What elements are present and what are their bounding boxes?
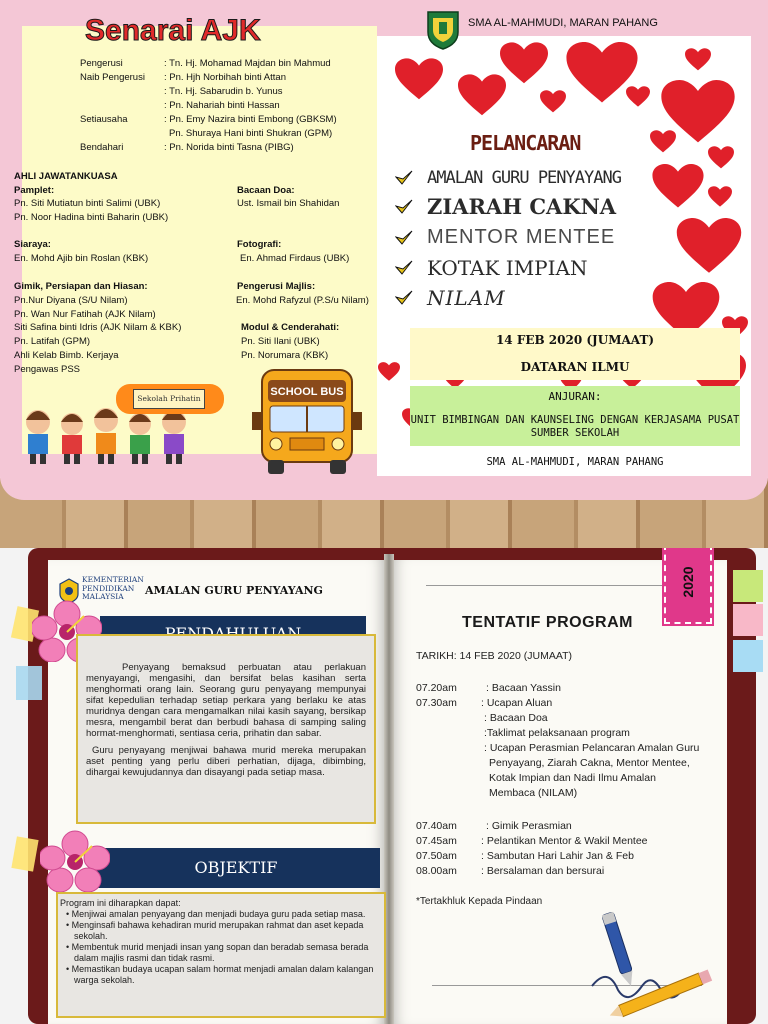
member-name: Pn. Shuraya Hani binti Shukran (GPM) <box>169 128 333 139</box>
checkmark-icon <box>395 230 413 246</box>
group-heading: Modul & Cenderahati: <box>241 322 340 333</box>
member-name: : Pn. Hjh Norbihah binti Attan <box>164 72 286 83</box>
sticky-note <box>733 640 763 672</box>
group-heading: Bacaan Doa: <box>237 185 295 196</box>
schedule-item: : Ucapan Perasmian Pelancaran Amalan Guru <box>484 742 700 754</box>
objektif-intro: Program ini diharapkan dapat: <box>60 898 181 908</box>
program-item <box>395 286 506 310</box>
bus-label: SCHOOL BUS <box>270 386 344 398</box>
heart-decoration <box>395 58 443 102</box>
group-member: Pn. Wan Nur Fatihah (AJK Nilam) <box>14 309 156 320</box>
hibiscus-flower-icon <box>40 830 110 892</box>
member-name: : Pn. Emy Nazira binti Embong (GBKSM) <box>164 114 337 125</box>
group-member: Pn. Siti Mutiatun binti Salimi (UBK) <box>14 198 161 209</box>
group-member: Pn. Latifah (GPM) <box>14 336 91 347</box>
group-member: Pn. Noor Hadina binti Baharin (UBK) <box>14 212 169 223</box>
heart-decoration <box>708 146 734 170</box>
schedule-item: Membaca (NILAM) <box>489 787 578 799</box>
school-name: SMA AL-MAHMUDI, MARAN PAHANG <box>468 17 658 29</box>
program-item <box>395 194 616 219</box>
schedule-item: :Taklimat pelaksanaan program <box>484 727 630 739</box>
list-item: • Membentuk murid menjadi insan yang sopan dan beradab semasa berada dalam majlis rasmi dan tidak rasmi. <box>66 942 369 963</box>
organiser-school: SMA AL-MAHMUDI, MARAN PAHANG <box>486 456 664 468</box>
schedule-time: 08.00am <box>416 865 457 877</box>
heart-decoration <box>650 130 676 154</box>
program-label: NILAM <box>427 286 506 310</box>
program-item <box>395 256 587 280</box>
sticky-note <box>733 570 763 602</box>
group-heading: Pengerusi Majlis: <box>237 281 316 292</box>
schedule-time: 07.20am <box>416 682 457 694</box>
pelancaran-heading: PELANCARAN <box>470 131 581 155</box>
booklet-header: AMALAN GURU PENYAYANG <box>145 584 323 597</box>
anjuran-label: ANJURAN: <box>548 390 602 403</box>
organiser-unit: UNIT BIMBINGAN DAN KAUNSELING DENGAN KERJASAMA PUSAT SUMBER SEKOLAH <box>410 414 740 439</box>
year-label: 2020 <box>680 566 696 598</box>
objektif-heading: OBJEKTIF <box>92 848 380 888</box>
heart-decoration <box>652 164 704 210</box>
schedule-time: 07.45am <box>416 835 457 847</box>
group-heading: Pamplet: <box>14 185 55 196</box>
heart-decoration <box>500 42 548 86</box>
committee-title: Senarai AJK <box>85 14 261 47</box>
group-member: Ahli Kelab Bimb. Kerjaya <box>14 350 119 361</box>
group-member: Pn. Siti Ilani (UBK) <box>241 336 320 347</box>
program-booklet <box>0 548 768 1024</box>
year-tag <box>664 548 712 624</box>
group-member: Pn.Nur Diyana (S/U Nilam) <box>14 295 128 306</box>
member-name: : Pn. Nahariah binti Hassan <box>164 100 280 111</box>
checkmark-icon <box>395 199 413 215</box>
pindaan-note: *Tertakhluk Kepada Pindaan <box>416 896 543 907</box>
group-member: Siti Safina binti Idris (AJK Nilam & KBK) <box>14 322 182 333</box>
role-label: Pengerusi <box>80 58 123 69</box>
group-heading: Fotografi: <box>237 239 282 250</box>
sticky-note <box>733 604 763 636</box>
program-label: ZIARAH CAKNA <box>427 194 617 219</box>
divider <box>426 585 688 586</box>
member-name: : Tn. Hj. Sabarudin b. Yunus <box>164 86 283 97</box>
pen-and-pencil-icon <box>588 906 718 1018</box>
list-item: • Memastikan budaya ucapan salam hormat menjadi amalan dalam kalangan warga sekolah. <box>66 964 374 985</box>
group-member: En. Mohd Rafyzul (P.S/u Nilam) <box>236 295 369 306</box>
heart-decoration <box>626 86 650 108</box>
heart-decoration <box>708 186 732 208</box>
school-bus-illustration <box>252 362 362 477</box>
schedule-time: 07.40am <box>416 820 457 832</box>
school-crest-icon <box>426 10 460 50</box>
ahli-heading: AHLI JAWATANKUASA <box>14 171 118 182</box>
list-item: • Menjiwai amalan penyayang dan menjadi budaya guru pada setiap masa. <box>66 909 366 919</box>
schedule-item: Kotak Impian dan Nadi Ilmu Amalan <box>489 772 656 784</box>
role-label: Bendahari <box>80 142 124 153</box>
tentatif-title: TENTATIF PROGRAM <box>462 614 633 631</box>
role-label: Naib Pengerusi <box>80 72 145 83</box>
heart-decoration <box>685 48 711 72</box>
event-venue: DATARAN ILMU <box>520 360 630 374</box>
schedule-item: : Gimik Perasmian <box>486 820 572 832</box>
list-item: • Menginsafi bahawa kehadiran murid merupakan rahmat dan aset kepada sekolah. <box>66 920 364 941</box>
tape-decoration <box>16 666 42 700</box>
schedule-time: 07.50am <box>416 850 457 862</box>
member-name: : Tn. Hj. Mohamad Majdan bin Mahmud <box>164 58 331 69</box>
tarikh-line: TARIKH: 14 FEB 2020 (JUMAAT) <box>416 650 572 662</box>
member-name: : Pn. Norida binti Tasna (PIBG) <box>164 142 294 153</box>
kpm-name: KEMENTERIAN PENDIDIKAN MALAYSIA <box>82 575 144 601</box>
heart-decoration <box>458 74 506 118</box>
schedule-item: Penyayang, Ziarah Cakna, Mentor Mentee, <box>489 757 690 769</box>
schedule-item: : Bacaan Yassin <box>486 682 561 694</box>
pendahuluan-paragraph: Penyayang bemaksud perbuatan atau perlakuan menyayangi, mengasihi, dan bersifat belas kasihan serta menghormati orang lain. Seorang guru penyayang mempunyai sifat kepedulian terhadap setiap perkara yang berlaku ke atas muridnya dengan cara mengamalkan nilai kasih sayang, bersikap mesra, mengambil berat dan berbudi bahasa di samping saling hormat-menghormati, sentiasa ceria, prihatin dan sabar. <box>86 662 366 739</box>
program-label: AMALAN GURU PENYAYANG <box>427 168 621 188</box>
group-member: Pengawas PSS <box>14 364 81 375</box>
heart-decoration <box>676 218 742 276</box>
group-heading: Siaraya: <box>14 239 51 250</box>
group-member: En. Mohd Ajib bin Roslan (KBK) <box>14 253 149 264</box>
schedule-item: : Bersalaman dan bersurai <box>481 865 605 877</box>
group-member: Ust. Ismail bin Shahidan <box>237 198 340 209</box>
bubble-text: Sekolah Prihatin <box>133 389 205 409</box>
program-item <box>395 226 615 249</box>
schedule-item: : Sambutan Hari Lahir Jan & Feb <box>481 850 634 862</box>
heart-decoration <box>540 90 566 114</box>
checkmark-icon <box>395 290 413 306</box>
objektif-list <box>60 898 380 986</box>
role-label: Setiausaha <box>80 114 128 125</box>
group-member: En. Ahmad Firdaus (UBK) <box>240 253 350 264</box>
group-member: Pn. Norumara (KBK) <box>241 350 329 361</box>
group-heading: Gimik, Persiapan dan Hiasan: <box>14 281 148 292</box>
event-date: 14 FEB 2020 (JUMAAT) <box>495 333 655 347</box>
schedule-time: 07.30am <box>416 697 457 709</box>
program-label: MENTOR MENTEE <box>427 226 616 248</box>
heart-decoration <box>378 356 400 388</box>
checkmark-icon <box>395 170 413 186</box>
schedule-item: : Bacaan Doa <box>484 712 548 724</box>
schedule-item: : Ucapan Aluan <box>481 697 553 709</box>
program-label: KOTAK IMPIAN <box>427 256 588 280</box>
checkmark-icon <box>395 260 413 276</box>
program-item <box>395 168 621 188</box>
schedule-item: : Pelantikan Mentor & Wakil Mentee <box>481 835 648 847</box>
pendahuluan-paragraph: Guru penyayang menjiwai bahawa murid mereka merupakan aset penting yang perlu diberi perhatian, dijaga, dibimbing, dihargai kewujudannya dan disayangi pada setiap masa. <box>86 745 366 778</box>
